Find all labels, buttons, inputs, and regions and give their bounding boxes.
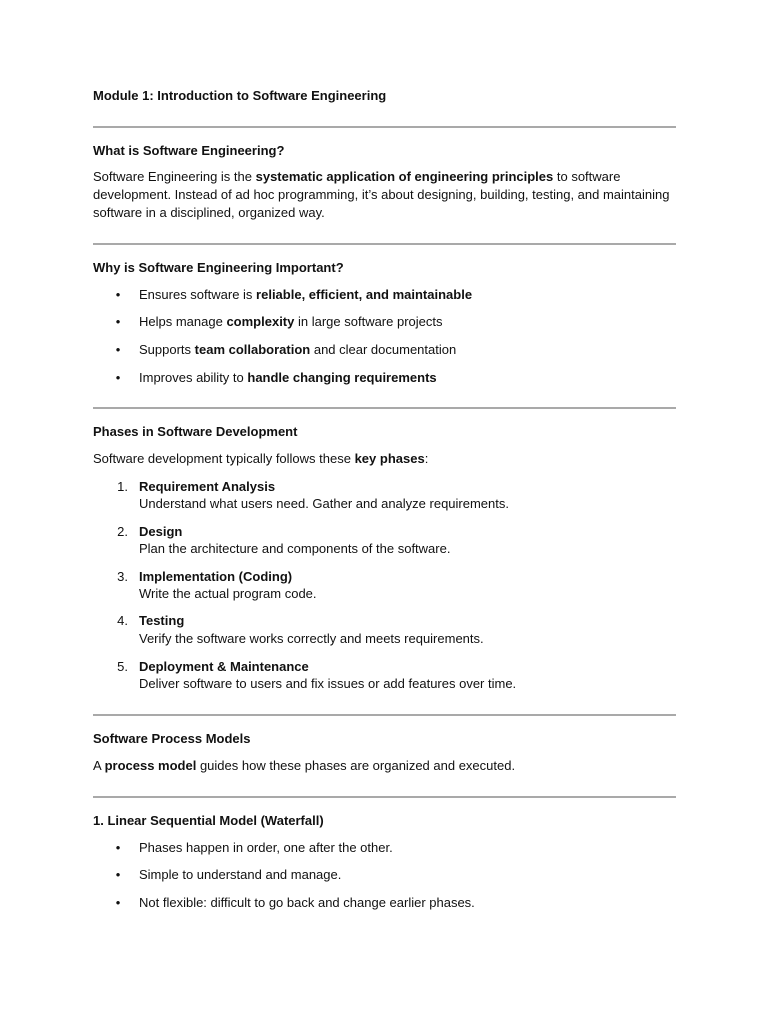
list-item: Not flexible: difficult to go back and change earlier phases.: [139, 895, 475, 910]
bullet-dot: •: [115, 314, 121, 329]
definition-paragraph: [93, 168, 676, 222]
phase-description: Deliver software to users and fix issues or add features over time.: [139, 676, 517, 691]
list-item: Improves ability to handle changing requirements: [139, 370, 437, 385]
list-number: 3.: [117, 569, 128, 584]
bullet-dot: •: [115, 867, 121, 882]
process-model-paragraph: A process model guides how these phases are organized and executed.: [93, 758, 516, 773]
paragraph-text: Software Engineering is the: [93, 169, 256, 184]
phase-title: Requirement Analysis: [139, 479, 276, 494]
phase-title: Design: [139, 524, 183, 539]
list-item: Supports team collaboration and clear documentation: [139, 342, 457, 357]
section-heading-waterfall: 1. Linear Sequential Model (Waterfall): [93, 813, 324, 828]
bullet-dot: •: [115, 895, 121, 910]
phase-title: Testing: [139, 613, 185, 628]
list-item: Simple to understand and manage.: [139, 867, 342, 882]
divider: [93, 243, 676, 245]
list-number: 2.: [117, 524, 128, 539]
paragraph-text: to software development. Instead of ad hoc programming, it’s about designing, building, testing, and maintaining software in a disciplined, organized way.: [93, 169, 670, 220]
phase-description: Understand what users need. Gather and analyze requirements.: [139, 496, 509, 511]
list-number: 5.: [117, 659, 128, 674]
phase-description: Verify the software works correctly and meets requirements.: [139, 631, 484, 646]
section-heading-process-models: Software Process Models: [93, 731, 251, 746]
list-number: 1.: [117, 479, 128, 494]
document-title: Module 1: Introduction to Software Engineering: [93, 88, 387, 103]
bullet-dot: •: [115, 342, 121, 357]
phase-description: Write the actual program code.: [139, 586, 317, 601]
divider: [93, 407, 676, 409]
list-number: 4.: [117, 613, 128, 628]
bullet-dot: •: [115, 370, 121, 385]
bullet-dot: •: [115, 840, 121, 855]
phase-description: Plan the architecture and components of the software.: [139, 541, 451, 556]
paragraph-bold-text: systematic application of engineering principles: [255, 169, 554, 184]
divider: [93, 126, 676, 128]
list-item: Phases happen in order, one after the other.: [139, 840, 393, 855]
section-heading-why-important: Why is Software Engineering Important?: [93, 260, 344, 275]
phase-title: Deployment & Maintenance: [139, 659, 309, 674]
bullet-dot: •: [115, 287, 121, 302]
divider: [93, 714, 676, 716]
list-item: Ensures software is reliable, efficient, and maintainable: [139, 287, 473, 302]
section-heading-phases: Phases in Software Development: [93, 424, 298, 439]
section-heading-what-is: What is Software Engineering?: [93, 143, 285, 158]
phases-intro: Software development typically follows these key phases:: [93, 451, 429, 466]
list-item: Helps manage complexity in large software projects: [139, 314, 443, 329]
divider: [93, 796, 676, 798]
phase-title: Implementation (Coding): [139, 569, 293, 584]
